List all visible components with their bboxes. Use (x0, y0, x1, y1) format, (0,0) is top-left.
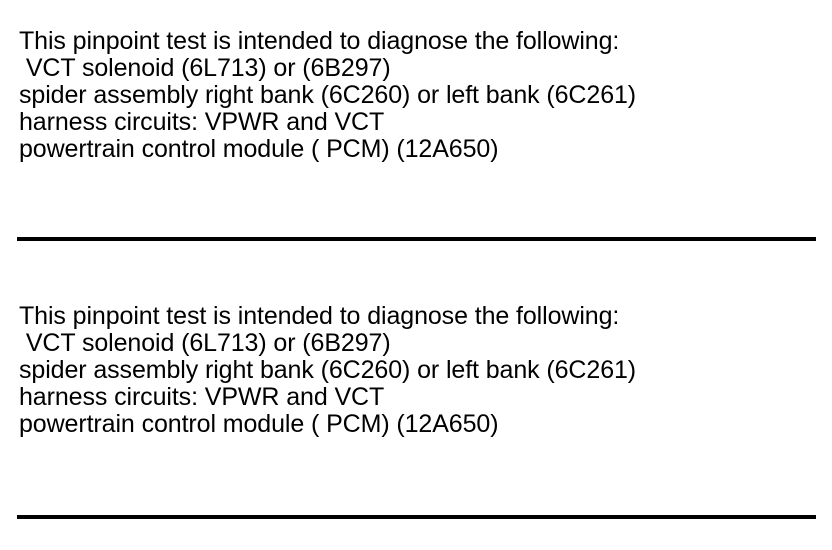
intro-line: This pinpoint test is intended to diagnose the following: (19, 27, 620, 55)
diagnosis-block-1 (19, 28, 819, 163)
item-harness-circuits: harness circuits: VPWR and VCT (19, 108, 385, 136)
horizontal-rule (17, 237, 816, 241)
item-pcm: powertrain control module ( PCM) (12A650) (19, 410, 499, 438)
item-spider-assembly: spider assembly right bank (6C260) or left bank (6C261) (19, 81, 637, 109)
item-harness-circuits: harness circuits: VPWR and VCT (19, 383, 385, 411)
item-spider-assembly: spider assembly right bank (6C260) or left bank (6C261) (19, 356, 637, 384)
horizontal-rule (17, 515, 816, 519)
item-vct-solenoid: VCT solenoid (6L713) or (6B297) (19, 329, 391, 357)
intro-line: This pinpoint test is intended to diagnose the following: (19, 302, 620, 330)
item-pcm: powertrain control module ( PCM) (12A650) (19, 135, 499, 163)
diagnosis-block-2 (19, 303, 819, 438)
item-vct-solenoid: VCT solenoid (6L713) or (6B297) (19, 54, 391, 82)
